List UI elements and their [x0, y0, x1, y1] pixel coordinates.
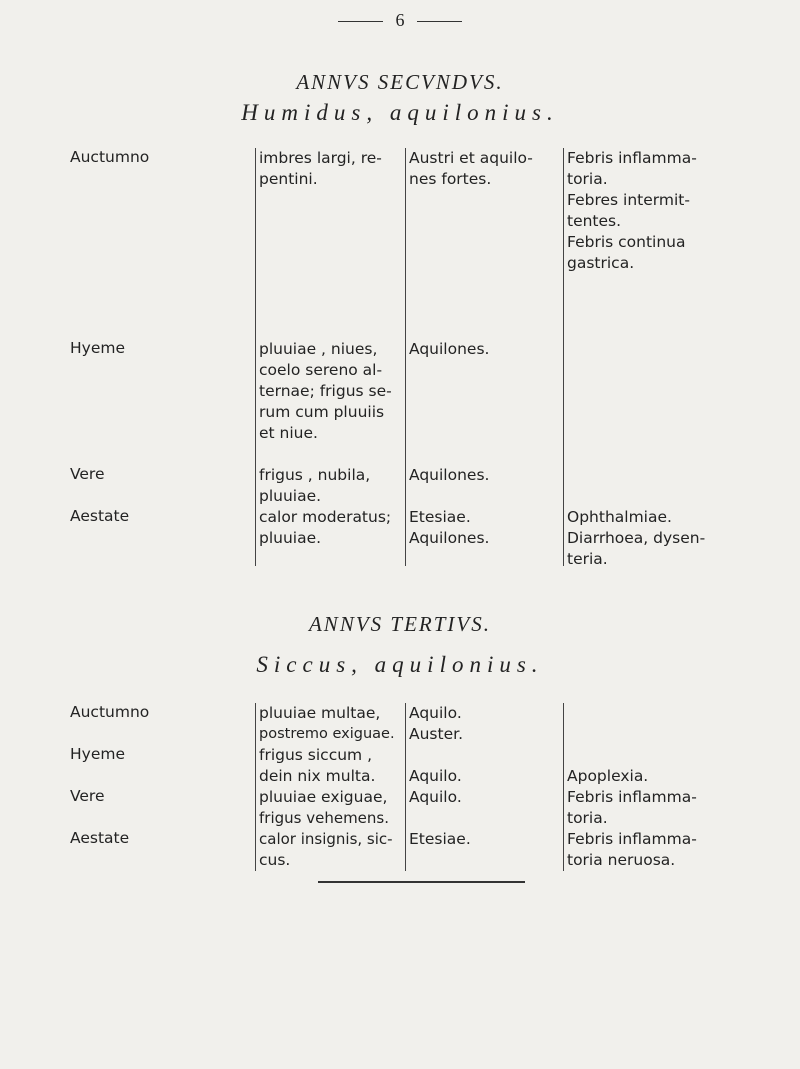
text-line: Febris continua: [567, 233, 686, 251]
text-line: Febris inflamma-: [567, 149, 697, 167]
wind-cell: [409, 465, 544, 486]
season-label-aestate: Aestate: [70, 507, 130, 525]
text-line: postremo exiguae.: [259, 726, 395, 742]
text-line: imbres largi, re-: [259, 149, 382, 167]
text-line: calor insignis, sic-: [259, 830, 393, 848]
column-rule: [563, 148, 564, 566]
text-line: pluuiae.: [259, 487, 322, 505]
section-title-annus-secundus: ANNVS SECVNDVS.: [296, 70, 504, 94]
text-line: rum cum pluuiis: [259, 403, 385, 421]
season-label-vere: Vere: [70, 465, 105, 483]
text-line: pentini.: [259, 170, 318, 188]
column-rule: [405, 703, 406, 871]
wind-cell: [409, 339, 544, 360]
season-label-auctumno: Auctumno: [70, 703, 150, 721]
text-line: coelo sereno al-: [259, 361, 383, 379]
text-line: Apoplexia.: [567, 767, 649, 785]
season-label-hyeme: Hyeme: [70, 339, 125, 357]
text-line: pluuiae multae,: [259, 704, 381, 722]
text-line: teria.: [567, 550, 608, 568]
section-title-annus-tertius: ANNVS TERTIVS.: [308, 612, 491, 636]
header-rule-right: [417, 21, 462, 22]
text-line: Aquilo.: [409, 704, 462, 722]
weather-cell: [259, 703, 401, 745]
text-line: cus.: [259, 851, 291, 869]
page-number: 6: [395, 10, 405, 30]
text-line: Etesiae.: [409, 508, 471, 526]
text-line: pluuiae.: [259, 529, 322, 547]
text-line: [567, 745, 707, 766]
disease-cell: [567, 787, 707, 829]
text-line: dein nix multa.: [259, 767, 376, 785]
text-line: frigus vehemens.: [259, 809, 389, 827]
text-line: pluuiae , niues,: [259, 340, 378, 358]
text-line: gastrica.: [567, 254, 635, 272]
text-line: Aquilones.: [409, 340, 490, 358]
weather-cell: [259, 507, 401, 549]
text-line: Auster.: [409, 725, 463, 743]
weather-cell: [259, 745, 401, 787]
wind-cell: [409, 507, 544, 549]
text-line: Austri et aquilo-: [409, 149, 533, 167]
season-label-auctumno: Auctumno: [70, 148, 150, 166]
wind-cell: [409, 745, 544, 787]
column-rule: [563, 703, 564, 871]
column-rule: [255, 148, 256, 566]
section-subtitle-humidus: Humidus, aquilonius.: [241, 100, 559, 125]
weather-cell: [259, 829, 401, 871]
weather-cell: [259, 339, 401, 444]
weather-cell: [259, 787, 401, 829]
season-label-hyeme: Hyeme: [70, 745, 125, 763]
season-label-aestate: Aestate: [70, 829, 130, 847]
text-line: calor moderatus;: [259, 508, 392, 526]
text-line: toria neruosa.: [567, 851, 676, 869]
wind-cell: [409, 703, 544, 745]
text-line: toria.: [567, 170, 608, 188]
text-line: toria.: [567, 809, 608, 827]
weather-cell: [259, 148, 401, 190]
column-rule: [255, 703, 256, 871]
closing-rule: [318, 881, 525, 883]
text-line: et niue.: [259, 424, 318, 442]
disease-cell: [567, 507, 707, 570]
text-line: ternae; frigus se-: [259, 382, 392, 400]
text-line: Aquilo.: [409, 788, 462, 806]
text-line: Aquilo.: [409, 767, 462, 785]
text-line: pluuiae exiguae,: [259, 788, 388, 806]
text-line: Febres intermit-: [567, 191, 690, 209]
text-line: tentes.: [567, 212, 622, 230]
text-line: Febris inflamma-: [567, 788, 697, 806]
wind-cell: [409, 787, 544, 808]
text-line: [409, 745, 544, 766]
disease-cell: [567, 745, 707, 787]
text-line: nes fortes.: [409, 170, 492, 188]
wind-cell: [409, 829, 544, 850]
section-subtitle-siccus: Siccus, aquilonius.: [256, 652, 544, 677]
text-line: frigus siccum ,: [259, 746, 373, 764]
wind-cell: [409, 148, 544, 190]
column-rule: [405, 148, 406, 566]
text-line: Febris inflamma-: [567, 830, 697, 848]
season-label-vere: Vere: [70, 787, 105, 805]
text-line: frigus , nubila,: [259, 466, 371, 484]
weather-cell: [259, 465, 401, 507]
text-line: Aquilones.: [409, 466, 490, 484]
header-rule-left: [338, 21, 383, 22]
text-line: Etesiae.: [409, 830, 471, 848]
text-line: Aquilones.: [409, 529, 490, 547]
text-line: Ophthalmiae.: [567, 508, 672, 526]
disease-cell: [567, 148, 707, 274]
text-line: Diarrhoea, dysen-: [567, 529, 706, 547]
disease-cell: [567, 829, 707, 871]
